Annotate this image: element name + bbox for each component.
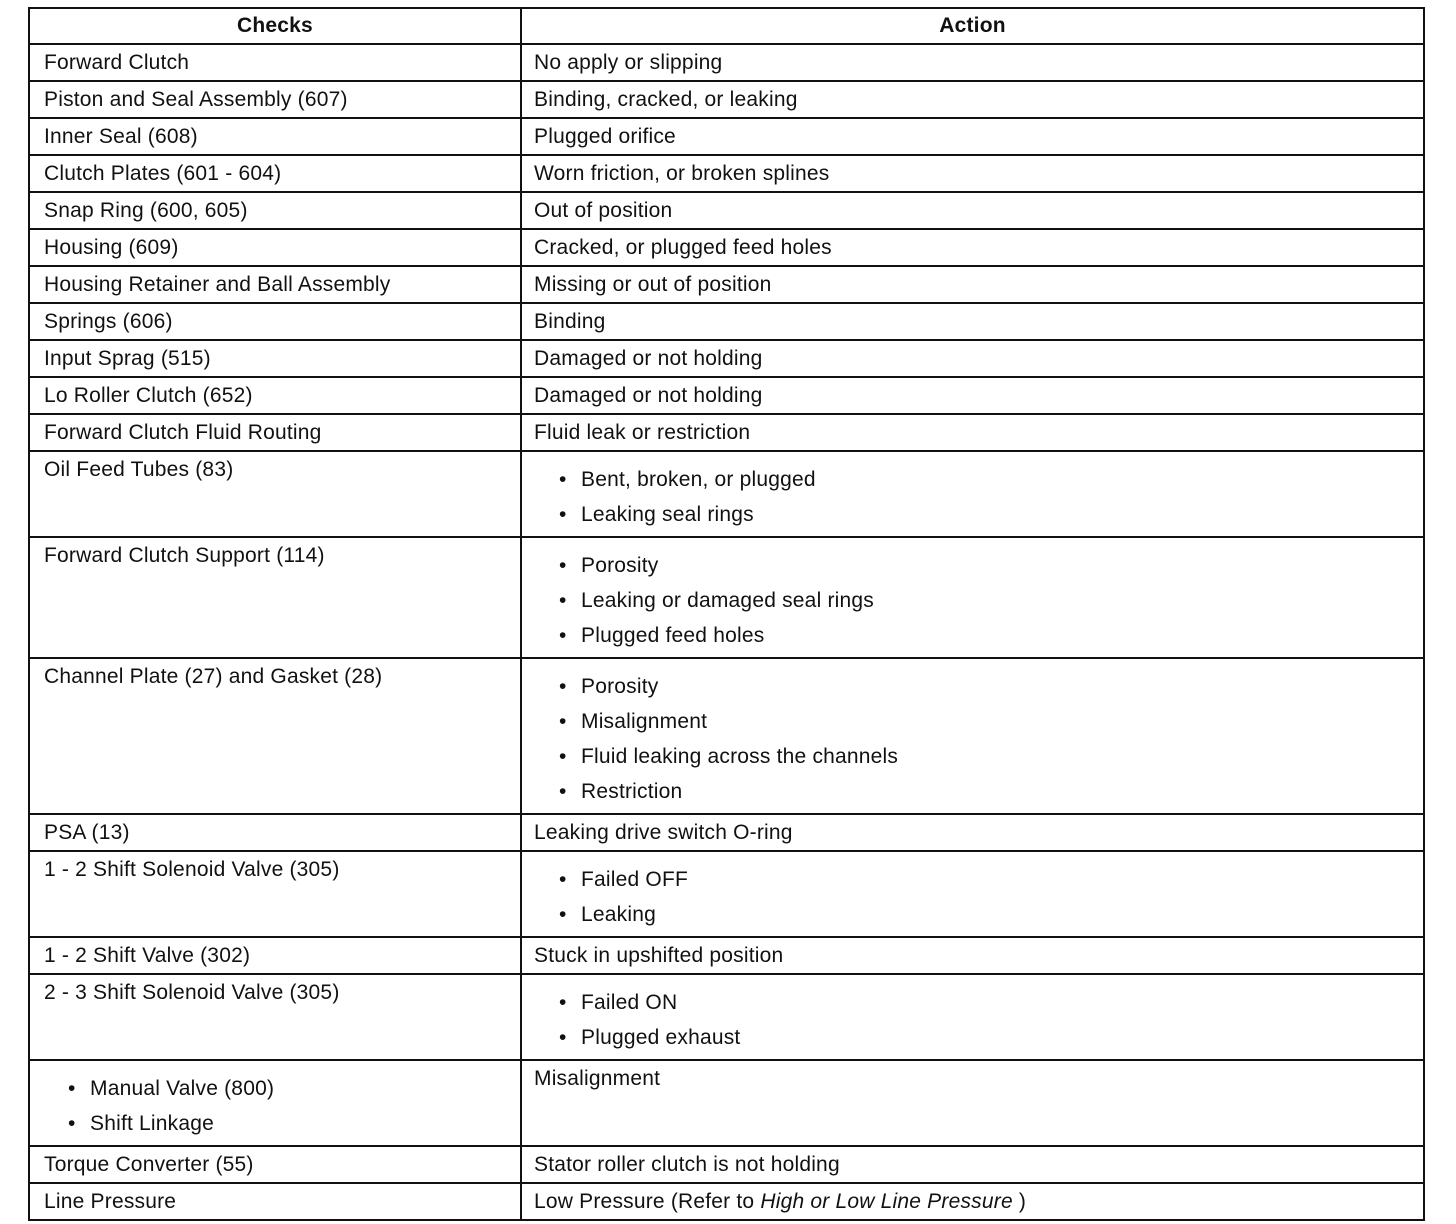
table-row	[29, 118, 1424, 155]
check-cell: Forward Clutch Support (114)	[29, 537, 521, 658]
check-cell: Piston and Seal Assembly (607)	[29, 81, 521, 118]
action-cell	[521, 851, 1424, 937]
check-cell: Housing Retainer and Ball Assembly	[29, 266, 521, 303]
action-bullet-item: • Plugged exhaust	[559, 1020, 1409, 1055]
action-cell	[521, 537, 1424, 658]
check-cell: Line Pressure	[29, 1183, 521, 1220]
action-cell: Binding	[521, 303, 1424, 340]
action-cell	[521, 451, 1424, 537]
action-bullet-list	[534, 852, 1409, 936]
table-row	[29, 155, 1424, 192]
table-row	[29, 377, 1424, 414]
action-bullet-item: • Restriction	[559, 774, 1409, 809]
action-bullet-item: • Fluid leaking across the channels	[559, 739, 1409, 774]
action-bullet-list	[534, 452, 1409, 536]
check-cell: Oil Feed Tubes (83)	[29, 451, 521, 537]
action-bullet-item: • Leaking seal rings	[559, 497, 1409, 532]
table-row	[29, 1060, 1424, 1146]
table-row	[29, 266, 1424, 303]
check-cell	[29, 1060, 521, 1146]
action-cross-reference: High or Low Line Pressure	[760, 1190, 1013, 1213]
action-cell: Cracked, or plugged feed holes	[521, 229, 1424, 266]
check-bullet-item: • Manual Valve (800)	[68, 1071, 506, 1106]
action-bullet-item: • Porosity	[559, 669, 1409, 704]
table-row	[29, 814, 1424, 851]
action-cell: Out of position	[521, 192, 1424, 229]
action-bullet-item: • Misalignment	[559, 704, 1409, 739]
check-cell: Lo Roller Clutch (652)	[29, 377, 521, 414]
check-cell: Clutch Plates (601 - 604)	[29, 155, 521, 192]
check-cell: Channel Plate (27) and Gasket (28)	[29, 658, 521, 814]
checks-column-header: Checks	[29, 8, 521, 44]
action-bullet-item: • Leaking	[559, 897, 1409, 932]
check-cell: 1 - 2 Shift Solenoid Valve (305)	[29, 851, 521, 937]
table-row	[29, 229, 1424, 266]
action-cell: Plugged orifice	[521, 118, 1424, 155]
action-cell	[521, 974, 1424, 1060]
action-cell: Worn friction, or broken splines	[521, 155, 1424, 192]
check-cell: Input Sprag (515)	[29, 340, 521, 377]
table-row	[29, 658, 1424, 814]
table-row	[29, 44, 1424, 81]
check-cell: 2 - 3 Shift Solenoid Valve (305)	[29, 974, 521, 1060]
action-bullet-item: • Plugged feed holes	[559, 618, 1409, 653]
action-cell: Binding, cracked, or leaking	[521, 81, 1424, 118]
action-cell: Damaged or not holding	[521, 377, 1424, 414]
action-text-suffix: )	[1012, 1190, 1027, 1213]
action-bullet-item: • Porosity	[559, 548, 1409, 583]
action-cell: Stuck in upshifted position	[521, 937, 1424, 974]
check-bullet-item: • Shift Linkage	[68, 1106, 506, 1141]
check-cell: Inner Seal (608)	[29, 118, 521, 155]
table-row	[29, 303, 1424, 340]
table-row	[29, 81, 1424, 118]
check-cell: Forward Clutch	[29, 44, 521, 81]
table-row	[29, 414, 1424, 451]
action-bullet-list	[534, 975, 1409, 1059]
checks-table-sheet	[28, 7, 1423, 1221]
action-cell	[521, 658, 1424, 814]
table-row	[29, 451, 1424, 537]
table-row	[29, 937, 1424, 974]
action-bullet-item: • Failed ON	[559, 985, 1409, 1020]
check-bullet-list	[44, 1061, 506, 1145]
action-cell	[521, 1183, 1424, 1220]
action-cell: Leaking drive switch O-ring	[521, 814, 1424, 851]
table-row	[29, 851, 1424, 937]
action-bullet-item: • Failed OFF	[559, 862, 1409, 897]
check-cell: Springs (606)	[29, 303, 521, 340]
table-row	[29, 1146, 1424, 1183]
action-cell: Fluid leak or restriction	[521, 414, 1424, 451]
check-cell: PSA (13)	[29, 814, 521, 851]
table-header-row	[29, 8, 1424, 44]
table-row	[29, 537, 1424, 658]
check-cell: 1 - 2 Shift Valve (302)	[29, 937, 521, 974]
table-row	[29, 974, 1424, 1060]
action-column-header: Action	[521, 8, 1424, 44]
table-row	[29, 192, 1424, 229]
table-row	[29, 340, 1424, 377]
action-cell: Stator roller clutch is not holding	[521, 1146, 1424, 1183]
checks-action-table	[28, 7, 1425, 1221]
check-cell: Forward Clutch Fluid Routing	[29, 414, 521, 451]
check-cell: Snap Ring (600, 605)	[29, 192, 521, 229]
action-cell: No apply or slipping	[521, 44, 1424, 81]
check-cell: Housing (609)	[29, 229, 521, 266]
action-text-prefix: Low Pressure (Refer to	[534, 1190, 761, 1213]
check-cell: Torque Converter (55)	[29, 1146, 521, 1183]
table-row	[29, 1183, 1424, 1220]
action-cell: Missing or out of position	[521, 266, 1424, 303]
action-bullet-item: • Leaking or damaged seal rings	[559, 583, 1409, 618]
action-cell: Damaged or not holding	[521, 340, 1424, 377]
action-bullet-item: • Bent, broken, or plugged	[559, 462, 1409, 497]
action-cell: Misalignment	[521, 1060, 1424, 1146]
action-bullet-list	[534, 659, 1409, 813]
action-bullet-list	[534, 538, 1409, 657]
